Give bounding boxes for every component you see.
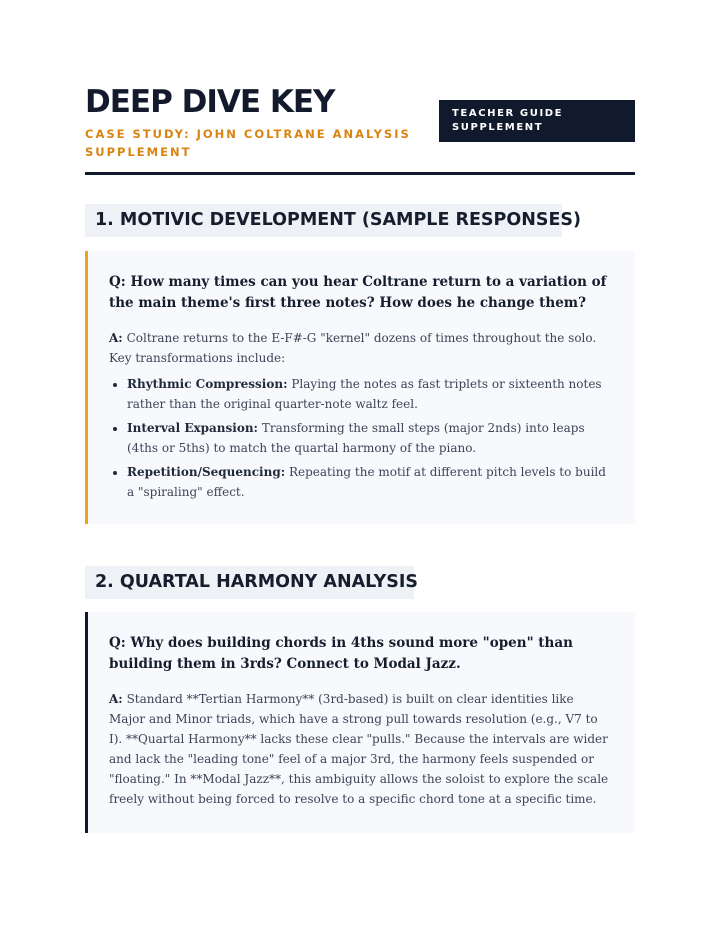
answer-card-quartal-harmony [85, 612, 635, 833]
answer-prefix: A: [109, 692, 123, 706]
transformation-list [109, 374, 611, 502]
list-item [127, 374, 611, 414]
bullet-term: Repetition/Sequencing: [127, 465, 286, 479]
bullet-term: Rhythmic Compression: [127, 377, 288, 391]
answer [109, 689, 611, 809]
question [109, 612, 611, 675]
bullet-term: Interval Expansion: [127, 421, 258, 435]
answer [109, 328, 611, 368]
answer-card-motivic-development [85, 251, 635, 524]
answer-text: Standard **Tertian Harmony** (3rd-based) is built on clear identities like Major and Minor triads, which have a strong pull towards resolution (e.g., V7 to I). **Quartal Harmony** lacks these clear "pulls." Because the intervals are wider and lack the "leading tone" feel of a major 3rd, the harmony feels suspended or "floating." In **Modal Jazz**, this ambiguity allows the soloist to explore the scale freely without being forced to resolve to a specific chord tone at a specific time. [109, 692, 609, 806]
section-title-motivic-development: 1. MOTIVIC DEVELOPMENT (SAMPLE RESPONSES) [85, 204, 562, 237]
question-prefix: Q: [109, 635, 126, 651]
bullet-text: Playing the notes as fast triplets or sixteenth notes rather than the original quarter-note waltz feel. [127, 377, 602, 411]
bullet-text: Repeating the motif at different pitch levels to build a "spiraling" effect. [127, 465, 606, 499]
question-text: How many times can you hear Coltrane return to a variation of the main theme's first three notes? How does he change them? [109, 274, 607, 311]
section-title-quartal-harmony: 2. QUARTAL HARMONY ANALYSIS [85, 566, 414, 599]
question [109, 251, 611, 314]
answer-text: Coltrane returns to the E-F#-G "kernel" dozens of times throughout the solo. Key transformations include: [109, 331, 597, 365]
question-prefix: Q: [109, 274, 126, 290]
bullet-text: Transforming the small steps (major 2nds) into leaps (4ths or 5ths) to match the quartal harmony of the piano. [127, 421, 585, 455]
list-item [127, 418, 611, 458]
page-title: DEEP DIVE KEY [85, 84, 335, 120]
page-subtitle: CASE STUDY: JOHN COLTRANE ANALYSIS SUPPLEMENT [85, 127, 411, 159]
header-divider [85, 172, 635, 175]
teacher-guide-badge: TEACHER GUIDE SUPPLEMENT [439, 100, 635, 142]
question-text: Why does building chords in 4ths sound more "open" than building them in 3rds? Connect to Modal Jazz. [109, 635, 573, 672]
list-item [127, 462, 611, 502]
answer-prefix: A: [109, 331, 123, 345]
